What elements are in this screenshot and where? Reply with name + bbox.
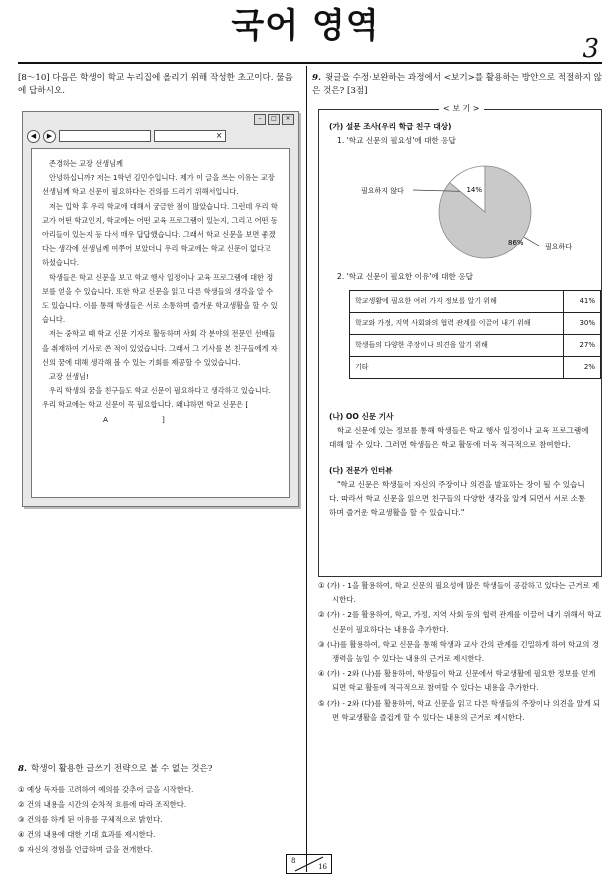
table-row [350,313,601,335]
question-prompt: 윗글을 수정·보완하는 과정에서 <보기>를 활용하는 방안으로 적절하지 않은 것은? [3점] [312,73,602,96]
reason-table [349,290,601,379]
column-divider [306,66,307,872]
minimize-icon: – [254,114,266,125]
answer-options [318,579,602,726]
search-box [154,130,226,142]
letter-body [31,148,290,498]
current-page: 8 [291,857,296,865]
total-pages: 16 [318,862,327,871]
blank-a: A [103,414,108,424]
option-item[interactable]: ④ 건의 내용에 대한 기대 효과를 제시한다. [18,829,156,839]
reason-text: 학교와 가정, 지역 사회와의 협력 관계를 이끌어 내기 위해 [350,313,564,335]
reason-pct: 27% [564,335,601,357]
callout-line [524,237,539,246]
question-number: 9. [312,73,321,83]
letter-closing-greeting: 교장 선생님! [49,372,89,382]
page-indicator [286,854,332,874]
option-item[interactable]: ① (가) - 1을 활용하여, 학교 신문의 필요성에 많은 학생들이 공감하고 있다는 근거로 제시한다. [318,581,600,605]
letter-closing: 우리 학생의 꿈을 친구들도 학교 신문이 필요하다고 생각하고 있습니다. 우리 학교에는 학교 신문이 꼭 필요합니다. 왜냐하면 학교 신문은 [A ] [42,384,279,427]
table-row [350,335,601,357]
reason-text: 학생들의 다양한 주장이나 의견을 알기 위해 [350,335,564,357]
letter-paragraph: 저는 입학 후 우리 학교에 대해서 궁금한 점이 많았습니다. 그런데 우리 학교가 어떤 학교인지, 학교에는 어떤 교육 프로그램이 있는지, 그리고 어떤 동아리들이 있는지 등 다서 매우 답답했습니다. 그래서 학교 신문을 보면 좋겠다는 생각에 선생님께 여쭈어 보았더니 우리 학교에는 학교 신문이 없다고 하셨습니다. [42,201,278,268]
section-da-title: (다) 전문가 인터뷰 [329,466,393,475]
pie-pct-label: 14% [466,186,483,195]
page-number: 3 [582,34,599,64]
question-8 [18,763,300,857]
survey-item-2: 2. '학교 신문이 필요한 이유'에 대한 응답 [337,272,473,281]
maximize-icon: □ [268,114,280,125]
pie-category-label: 필요하지 않다 [361,187,404,195]
letter-paragraph: 저는 중학교 때 학교 신문 기자로 활동하며 사회 각 분야의 전문인 선배들을 취재하여 기사로 쓴 적이 있었습니다. 그래서 그 기사를 본 친구들에게 자신의 꿈에 대해 생각해 볼 수 있는 기회를 제공할 수 있었습니다. [42,329,278,367]
pie-category-label: 필요하다 [545,243,573,251]
reason-pct: 2% [564,357,601,379]
bogi-label: < 보 기 > [439,103,484,115]
letter-greeting: 존경하는 교장 선생님께 [49,159,124,168]
option-item[interactable]: ① 예상 독자를 고려하여 예의를 갖추어 글을 시작한다. [18,784,194,794]
option-item[interactable]: ④ (가) - 2와 (나)를 활용하여, 학생들이 학교 신문에서 학교생활에 필요한 정보를 얻게 되면 학교 활동에 적극적으로 참여할 수 있다는 내용을 추가한다. [318,669,596,693]
forward-icon: ▶ [43,130,56,143]
option-item[interactable]: ③ (나)를 활용하여, 학교 신문을 통해 학생과 교사 간의 관계를 긴밀하게 하여 학교의 경쟁력을 높일 수 있다는 내용의 근거로 제시한다. [318,639,599,664]
option-item[interactable]: ③ 건의를 하게 된 이유를 구체적으로 밝힌다. [18,814,163,824]
section-da-body: "학교 신문은 학생들이 자신의 주장이나 의견을 발표하는 장이 될 수 있습니다. 따라서 학교 신문을 읽으면 친구들의 다양한 생각을 알게 되면서 서로 소통하며 즐거운 학교생활을 할 수 있습니다." [329,480,586,517]
browser-window [22,111,299,507]
option-item[interactable]: ② (가) - 2를 활용하여, 학교, 가정, 지역 사회 등의 협력 관계를 이끌어 내기 위해서 학교 신문이 필요하다는 내용을 추가한다. [318,610,602,634]
browser-navbar [23,128,298,144]
question-set-intro: [8～10] 다음은 학생이 학교 누리집에 올리기 위해 작성한 초고이다. 물음에 답하시오. [18,73,293,96]
back-icon: ◀ [27,130,40,143]
pie-chart [353,160,583,270]
question-number: 8. [18,764,27,774]
close-icon: × [282,114,294,125]
bogi-box [318,104,602,577]
header-rule [18,62,602,64]
answer-options [18,782,300,857]
pie-pct-label: 86% [507,238,524,247]
reason-text: 기타 [350,357,564,379]
section-na-title: (나) OO 신문 기사 [329,412,394,421]
option-item[interactable]: ⑤ 자신의 경험을 언급하며 글을 전개한다. [18,844,153,854]
question-prompt: 학생이 활용한 글쓰기 전략으로 볼 수 없는 것은? [30,764,213,774]
option-item[interactable]: ⑤ (가) - 2와 (다)를 활용하여, 학교 신문을 읽고 다른 학생들의 주장이나 의견을 알게 되면 학교생활을 즐겁게 할 수 있다는 내용의 근거로 제시한다. [318,698,601,722]
reason-text: 학교생활에 필요한 여러 가지 정보를 알기 위해 [350,291,564,313]
letter-paragraph: 학생들은 학교 신문을 보고 학교 행사 일정이나 교육 프로그램에 대한 정보를 얻을 수 있습니다. 또한 학교 신문을 읽고 다른 학생들의 생각을 알 수도 있습니다. 이를 통해 학생들은 서로 소통하며 즐거운 학교생활을 할 수 있습니다. [42,272,278,325]
table-row [350,291,601,313]
pie-chart-svg [353,160,583,270]
letter-paragraph: 안녕하십니까? 저는 1학년 김민수입니다. 제가 이 글을 쓰는 이유는 교장 선생님께 학교 신문이 필요하다는 건의를 드리기 위해서입니다. [42,173,275,197]
window-controls [23,112,298,128]
option-item[interactable]: ② 건의 내용을 시간의 순차적 흐름에 따라 조직한다. [18,799,187,809]
table-row [350,357,601,379]
survey-item-1: 1. '학교 신문의 필요성'에 대한 응답 [337,136,456,145]
clear-icon: × [215,131,225,140]
section-title: 국어 영역 [231,6,380,46]
section-na-body: 학교 신문에 있는 정보를 통해 학생들은 학교 행사 일정이나 교육 프로그램에 대해 알 수 있다. 그러면 학생들은 학교 활동에 더욱 적극적으로 참여한다. [329,426,589,449]
address-bar [59,130,151,142]
section-ga-title: (가) 설문 조사(우리 학급 친구 대상) [329,122,452,131]
reason-pct: 41% [564,291,601,313]
reason-pct: 30% [564,313,601,335]
